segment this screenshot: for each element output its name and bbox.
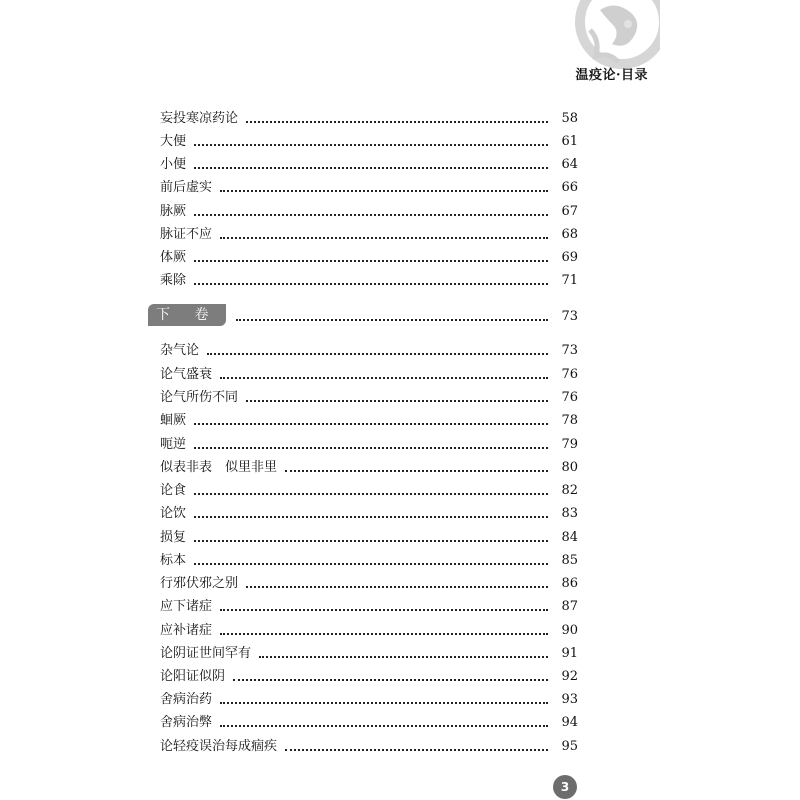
- toc-entry-page: 90: [561, 623, 578, 638]
- toc-entry-title: 损复: [160, 530, 187, 545]
- dot-leader: [285, 749, 548, 751]
- toc-entry-page: 82: [561, 483, 578, 498]
- toc-entry-page: 79: [561, 437, 578, 452]
- toc-entry-page: 84: [561, 530, 578, 545]
- toc-entry-title: 前后虚实: [160, 180, 213, 195]
- toc-entry-page: 66: [561, 180, 578, 195]
- dot-leader: [194, 260, 548, 262]
- dot-leader: [207, 353, 548, 355]
- toc-entry[interactable]: [160, 106, 578, 128]
- toc-entry-title: 妄投寒凉药论: [160, 111, 239, 126]
- toc-entry[interactable]: [160, 152, 578, 174]
- dot-leader: [220, 190, 548, 192]
- dot-leader: [194, 144, 548, 146]
- toc-entry-page: 71: [561, 273, 578, 288]
- toc-entry[interactable]: [160, 455, 578, 477]
- toc-entry-page: 58: [561, 111, 578, 126]
- toc-entry-page: 73: [561, 343, 578, 358]
- toc-entry-title: 论气所伤不同: [160, 390, 239, 405]
- toc-entry-title: 脉证不应: [160, 227, 213, 242]
- toc-section-heading[interactable]: [148, 304, 578, 326]
- toc-entry-title: 小便: [160, 157, 187, 172]
- dot-leader: [236, 319, 548, 321]
- toc-entry-title: 论食: [160, 483, 187, 498]
- toc-entry[interactable]: [160, 664, 578, 686]
- toc-entry[interactable]: [160, 129, 578, 151]
- toc-entry-title: 应补诸症: [160, 623, 213, 638]
- toc-entry-title: 脉厥: [160, 204, 187, 219]
- toc-entry-title: 似表非表 似里非里: [160, 460, 278, 475]
- dot-leader: [194, 447, 548, 449]
- dot-leader: [246, 400, 548, 402]
- toc-entry-title: 体厥: [160, 250, 187, 265]
- toc-entry-title: 应下诸症: [160, 599, 213, 614]
- toc-entry[interactable]: [160, 432, 578, 454]
- dot-leader: [194, 423, 548, 425]
- toc-entry-page: 69: [561, 250, 578, 265]
- toc-entry-page: 80: [561, 460, 578, 475]
- toc-entry-page: 87: [561, 599, 578, 614]
- toc-entry-page: 85: [561, 553, 578, 568]
- toc-entry-title: 呃逆: [160, 437, 187, 452]
- dot-leader: [285, 470, 548, 472]
- toc-entry[interactable]: [160, 175, 578, 197]
- toc-entry-title: 标本: [160, 553, 187, 568]
- toc-entry-title: 论饮: [160, 506, 187, 521]
- running-header-title: 温疫论·目录: [575, 68, 648, 83]
- dot-leader: [220, 702, 548, 704]
- dot-leader: [246, 121, 548, 123]
- toc-entry-title: 乘除: [160, 273, 187, 288]
- toc-entry[interactable]: [160, 641, 578, 663]
- dot-leader: [220, 633, 548, 635]
- toc-entry[interactable]: [160, 268, 578, 290]
- dot-leader: [194, 540, 548, 542]
- toc-entry-title: 杂气论: [160, 343, 200, 358]
- dot-leader: [220, 609, 548, 611]
- toc-entry-page: 68: [561, 227, 578, 242]
- dot-leader: [194, 167, 548, 169]
- dot-leader: [246, 586, 548, 588]
- toc-entry-page: 78: [561, 413, 578, 428]
- dot-leader: [220, 377, 548, 379]
- toc-entry[interactable]: [160, 618, 578, 640]
- toc-entry[interactable]: [160, 571, 578, 593]
- dot-leader: [220, 237, 548, 239]
- page-number-badge: 3: [553, 775, 577, 799]
- dot-leader: [259, 656, 548, 658]
- toc-entry[interactable]: [160, 408, 578, 430]
- toc-entry-page: 76: [561, 390, 578, 405]
- toc-section-page: 73: [561, 309, 578, 324]
- dot-leader: [194, 493, 548, 495]
- toc-entry[interactable]: [160, 710, 578, 732]
- toc-entry-title: 论轻疫误治每成痼疾: [160, 739, 278, 754]
- toc-entry[interactable]: [160, 338, 578, 360]
- toc-entry-page: 76: [561, 367, 578, 382]
- toc-entry-page: 67: [561, 204, 578, 219]
- toc-entry[interactable]: [160, 362, 578, 384]
- toc-entry[interactable]: [160, 734, 578, 756]
- toc-entry-title: 论阳证似阴: [160, 669, 226, 684]
- toc-entry[interactable]: [160, 478, 578, 500]
- section-badge: 下 卷: [148, 304, 226, 326]
- toc-entry-page: 91: [561, 646, 578, 661]
- dot-leader: [194, 516, 548, 518]
- toc-entry-title: 舍病治弊: [160, 715, 213, 730]
- toc-entry-page: 86: [561, 576, 578, 591]
- toc-entry-page: 92: [561, 669, 578, 684]
- toc-entry-page: 61: [561, 134, 578, 149]
- toc-entry[interactable]: [160, 548, 578, 570]
- toc-entry-page: 94: [561, 715, 578, 730]
- toc-entry-title: 大便: [160, 134, 187, 149]
- toc-entry[interactable]: [160, 245, 578, 267]
- toc-entry[interactable]: [160, 501, 578, 523]
- toc-entry-title: 蛔厥: [160, 413, 187, 428]
- dot-leader: [194, 214, 548, 216]
- toc-entry[interactable]: [160, 594, 578, 616]
- toc-entry-page: 93: [561, 692, 578, 707]
- toc-entry-title: 行邪伏邪之别: [160, 576, 239, 591]
- dot-leader: [194, 563, 548, 565]
- toc-entry[interactable]: [160, 525, 578, 547]
- toc-entry[interactable]: [160, 687, 578, 709]
- toc-entry-page: 83: [561, 506, 578, 521]
- toc-entry[interactable]: [160, 222, 578, 244]
- dot-leader: [233, 679, 548, 681]
- toc-entry[interactable]: [160, 385, 578, 407]
- toc-entry-title: 论气盛衰: [160, 367, 213, 382]
- dot-leader: [220, 725, 548, 727]
- toc-entry-title: 论阴证世间罕有: [160, 646, 252, 661]
- dot-leader: [194, 283, 548, 285]
- toc-entry-title: 舍病治药: [160, 692, 213, 707]
- toc-entry[interactable]: [160, 199, 578, 221]
- toc-entry-page: 64: [561, 157, 578, 172]
- toc-entry-page: 95: [561, 739, 578, 754]
